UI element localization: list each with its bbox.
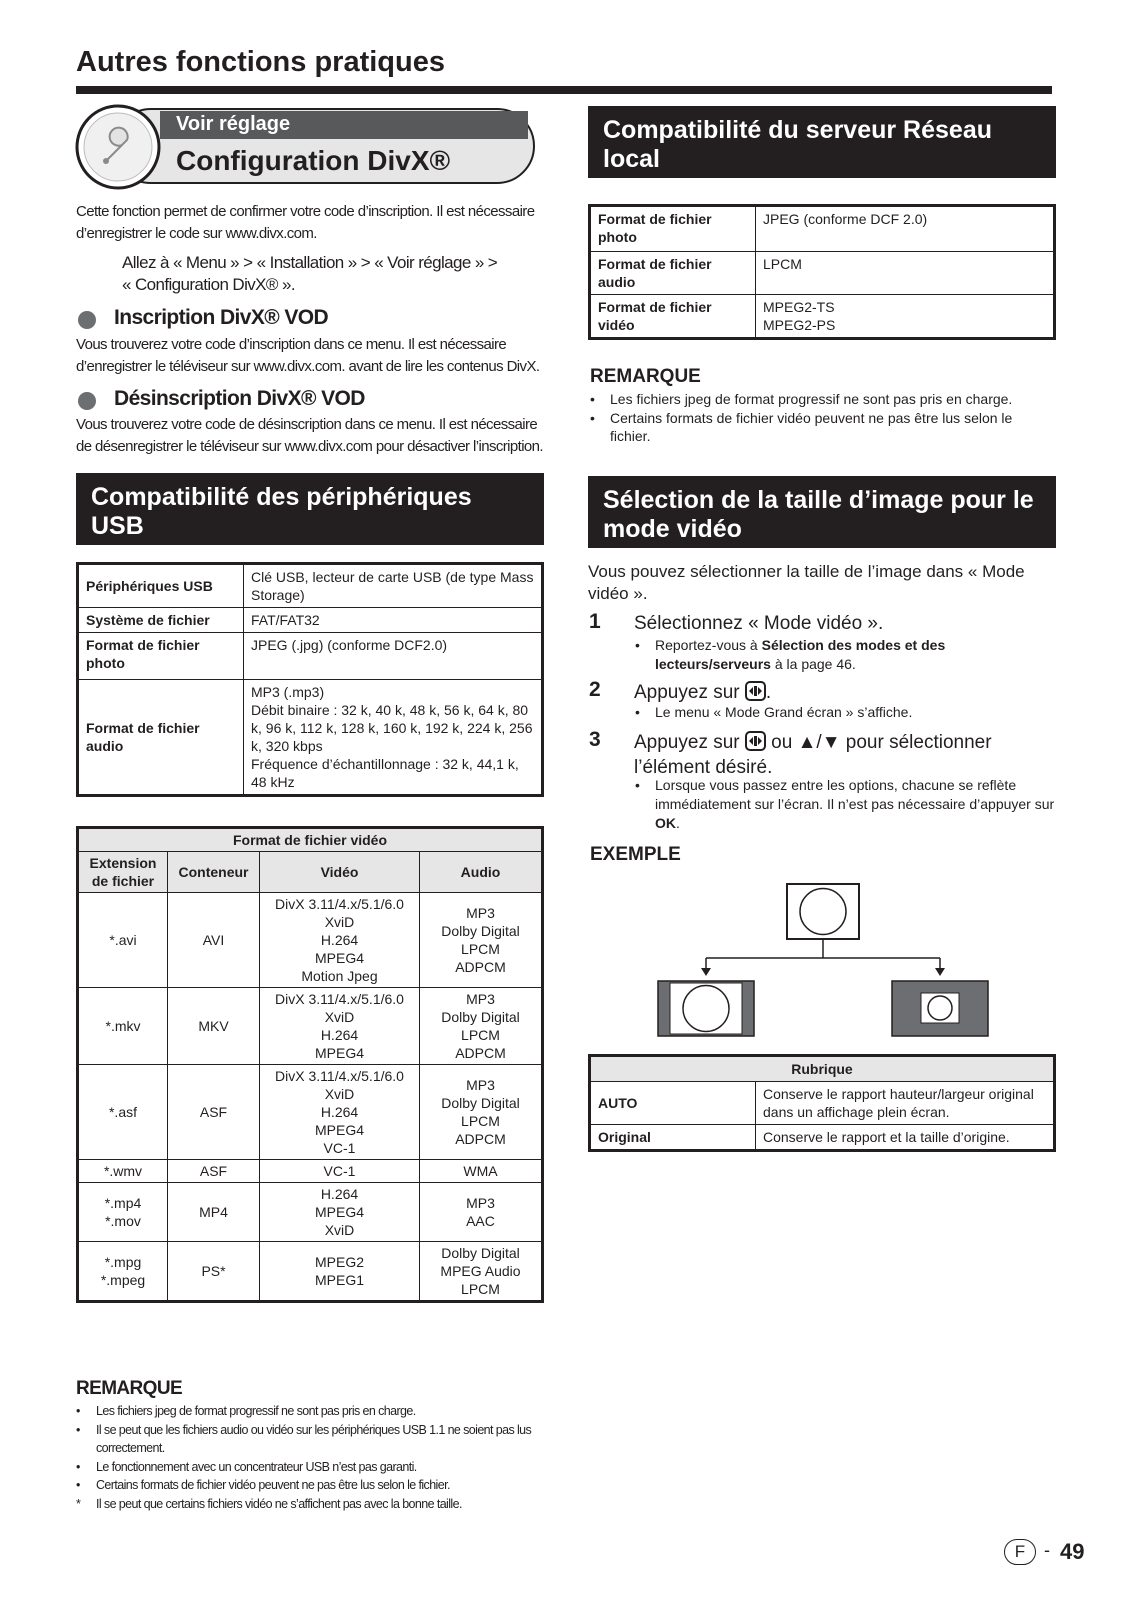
table-row [78,893,543,988]
table-cell-label: Système de fichier [78,608,244,633]
step-note [633,703,1043,722]
page-number: 49 [1060,1539,1085,1564]
cell-ext: *.avi [78,893,168,988]
divx-item-title: Désinscription DivX® VOD [114,387,365,410]
cell-video: DivX 3.11/4.x/5.1/6.0 XviD H.264 MPEG4 Motion Jpeg [260,893,420,988]
step-text: Sélectionnez « Mode vidéo ». [634,613,884,634]
step-number: 2 [589,678,601,701]
cell-container: AVI [168,893,260,988]
note-text: . [676,815,680,831]
table-caption: Format de fichier vidéo [78,828,543,852]
page-number-badge [1004,1539,1114,1567]
table-cell-value: FAT/FAT32 [244,608,543,633]
cell-ext: *.mkv [78,988,168,1065]
column-header: Vidéo [260,852,420,893]
step-text-part: Appuyez sur [634,732,745,753]
bullet-dot [78,311,96,329]
note-text: Reportez-vous à [655,637,762,653]
table-cell-value: MPEG2-TS MPEG2-PS [756,295,1055,339]
table-header: Rubrique [590,1056,1055,1082]
cell-video: DivX 3.11/4.x/5.1/6.0 XviD H.264 MPEG4 VC-1 [260,1065,420,1160]
table-row [78,988,543,1065]
footnote: * Il se peut que certains fichiers vidéo ne s’affichent pas avec la bonne taille. [74,1495,550,1514]
step-text-part: pour sélectionner l’élément désiré. [634,732,992,778]
page-title: Autres fonctions pratiques [76,46,445,78]
table-row [78,1065,543,1160]
step-text-part: ou [765,732,798,753]
bullet-dot [78,392,96,410]
network-remarque-list [588,390,1056,446]
table-row [78,1242,543,1302]
video-size-section-title: Sélection de la taille d’image pour le mode vidéo [588,476,1056,548]
cell-video: MPEG2 MPEG1 [260,1242,420,1302]
table-row [78,1183,543,1242]
cell-container: ASF [168,1065,260,1160]
cell-ext: *.asf [78,1065,168,1160]
step-number: 3 [589,728,601,751]
table-row [78,633,543,680]
list-item: • Il se peut que les fichiers audio ou vidéo sur les périphériques USB 1.1 ne soient pas lus correctement. [74,1421,550,1458]
divx-path: Allez à « Menu » > « Installation » > « Voir réglage » > « Configuration DivX® ». [122,253,498,294]
video-size-intro: Vous pouvez sélectionner la taille de l’image dans « Mode vidéo ». [588,562,1025,603]
column-header: Conteneur [168,852,260,893]
list-item: • Le menu « Mode Grand écran » s’affiche. [633,703,1043,722]
usb-remarque-title: REMARQUE [76,1378,183,1399]
page-letter: F [1004,1539,1036,1565]
cell-video: VC-1 [260,1160,420,1183]
divx-title: Configuration DivX® [176,145,451,176]
table-row [78,1160,543,1183]
note-bold: OK [655,815,676,831]
example-title: EXEMPLE [590,844,681,865]
rubrique-table [588,1054,1056,1152]
table-cell-label: Original [590,1125,756,1151]
divx-item-title: Inscription DivX® VOD [114,306,329,329]
cell-audio: WMA [420,1160,543,1183]
table-cell-label: Format de fichier audio [590,252,756,295]
cell-audio: MP3 AAC [420,1183,543,1242]
divx-item-text: Vous trouverez votre code de désinscription dans ce menu. Il est nécessaire de désenregistrer le téléviseur sur www.divx.com pour désactiver l’inscription. [76,416,543,455]
table-cell-label: Format de fichier photo [78,633,244,680]
step-text-part: Appuyez sur [634,682,745,703]
cell-ext: *.wmv [78,1160,168,1183]
note-link-text: Sélection des modes et des lecteurs/serveurs [655,637,946,672]
usb-table [76,562,544,797]
table-cell-value: Conserve le rapport hauteur/largeur original dans un affichage plein écran. [756,1082,1055,1125]
column-header: Audio [420,852,543,893]
column-header: Extension de fichier [78,852,168,893]
video-format-table [76,826,544,1303]
table-row [78,608,543,633]
list-item [633,636,1043,674]
audio-line: Fréquence d’échantillonnage : 32 k, 44,1 k, 48 kHz [251,756,519,790]
table-header-row [78,852,543,893]
list-item: • Certains formats de fichier vidéo peuvent ne pas être lus selon le fichier. [74,1476,550,1495]
list-item: • Les fichiers jpeg de format progressif ne sont pas pris en charge. [588,390,1056,409]
table-row [590,252,1055,295]
list-item: • Le fonctionnement avec un concentrateur USB n’est pas garanti. [74,1458,550,1477]
step-text-part: . [765,682,772,703]
cell-video: DivX 3.11/4.x/5.1/6.0 XviD H.264 MPEG4 [260,988,420,1065]
note-text: à la page 46. [770,656,856,672]
cell-audio: MP3 Dolby Digital LPCM ADPCM [420,893,543,988]
step-text [634,731,1054,779]
table-caption-row [78,828,543,852]
cell-audio: Dolby Digital MPEG Audio LPCM [420,1242,543,1302]
table-cell-value: JPEG (.jpg) (conforme DCF2.0) [244,633,543,680]
list-item: • Certains formats de fichier vidéo peuvent ne pas être lus selon le fichier. [588,409,1056,446]
divx-header [74,103,542,190]
table-cell-label: Périphériques USB [78,564,244,608]
table-cell-value: Clé USB, lecteur de carte USB (de type Mass Storage) [244,564,543,608]
note-text: Lorsque vous passez entre les options, chacune se reflète immédiatement sur l’écran. Il n’est pas nécessaire d’appuyer sur [655,777,1055,812]
table-row [78,680,543,796]
cell-audio: MP3 Dolby Digital LPCM ADPCM [420,988,543,1065]
step-note [633,776,1058,833]
table-cell-label: AUTO [590,1082,756,1125]
network-table [588,204,1056,340]
table-cell-label: Format de fichier vidéo [590,295,756,339]
table-row [590,1082,1055,1125]
arrow-keys-icon: ▲/▼ [797,732,841,753]
usb-remarque-list [74,1402,550,1513]
wrench-icon [92,123,142,173]
list-item: • Les fichiers jpeg de format progressif ne sont pas pris en charge. [74,1402,550,1421]
table-cell-label: Format de fichier photo [590,206,756,252]
table-row [590,206,1055,252]
table-row [78,564,543,608]
table-cell-value [244,680,543,796]
title-rule [76,86,1052,94]
table-row [590,295,1055,339]
table-cell-value: JPEG (conforme DCF 2.0) [756,206,1055,252]
table-cell-value: LPCM [756,252,1055,295]
network-remarque-title: REMARQUE [590,366,701,387]
cell-video: H.264 MPEG4 XviD [260,1183,420,1242]
list-item [633,776,1058,833]
page-separator: - [1044,1540,1050,1560]
audio-line: MP3 (.mp3) [251,684,325,700]
cell-ext: *.mp4 *.mov [78,1183,168,1242]
divx-item-text: Vous trouverez votre code d’inscription dans ce menu. Il est nécessaire d’enregistrer le téléviseur sur www.divx.com. avant de lire les contenus DivX. [76,336,540,375]
table-cell-value: Conserve le rapport et la taille d’origine. [756,1125,1055,1151]
cell-audio: MP3 Dolby Digital LPCM ADPCM [420,1065,543,1160]
table-cell-label: Format de fichier audio [78,680,244,796]
network-section-title: Compatibilité du serveur Réseau local [588,106,1056,178]
cell-container: MKV [168,988,260,1065]
divx-tag: Voir réglage [176,113,291,135]
step-note [633,636,1043,674]
wide-button-icon [745,731,766,757]
cell-container: PS* [168,1242,260,1302]
table-row [590,1125,1055,1151]
usb-section-title: Compatibilité des périphériques USB [76,473,544,545]
cell-container: MP4 [168,1183,260,1242]
step-number: 1 [589,610,601,633]
table-header-row [590,1056,1055,1082]
cell-ext: *.mpg *.mpeg [78,1242,168,1302]
cell-container: ASF [168,1160,260,1183]
audio-line: Débit binaire : 32 k, 40 k, 48 k, 56 k, 64 k, 80 k, 96 k, 112 k, 128 k, 160 k, 192 k, 224 k, 256 k, 320 kbps [251,702,533,754]
divx-intro: Cette fonction permet de confirmer votre code d’inscription. Il est nécessaire d’enregistrer le code sur www.divx.com. [76,203,535,242]
aspect-ratio-illustration [656,882,992,1038]
